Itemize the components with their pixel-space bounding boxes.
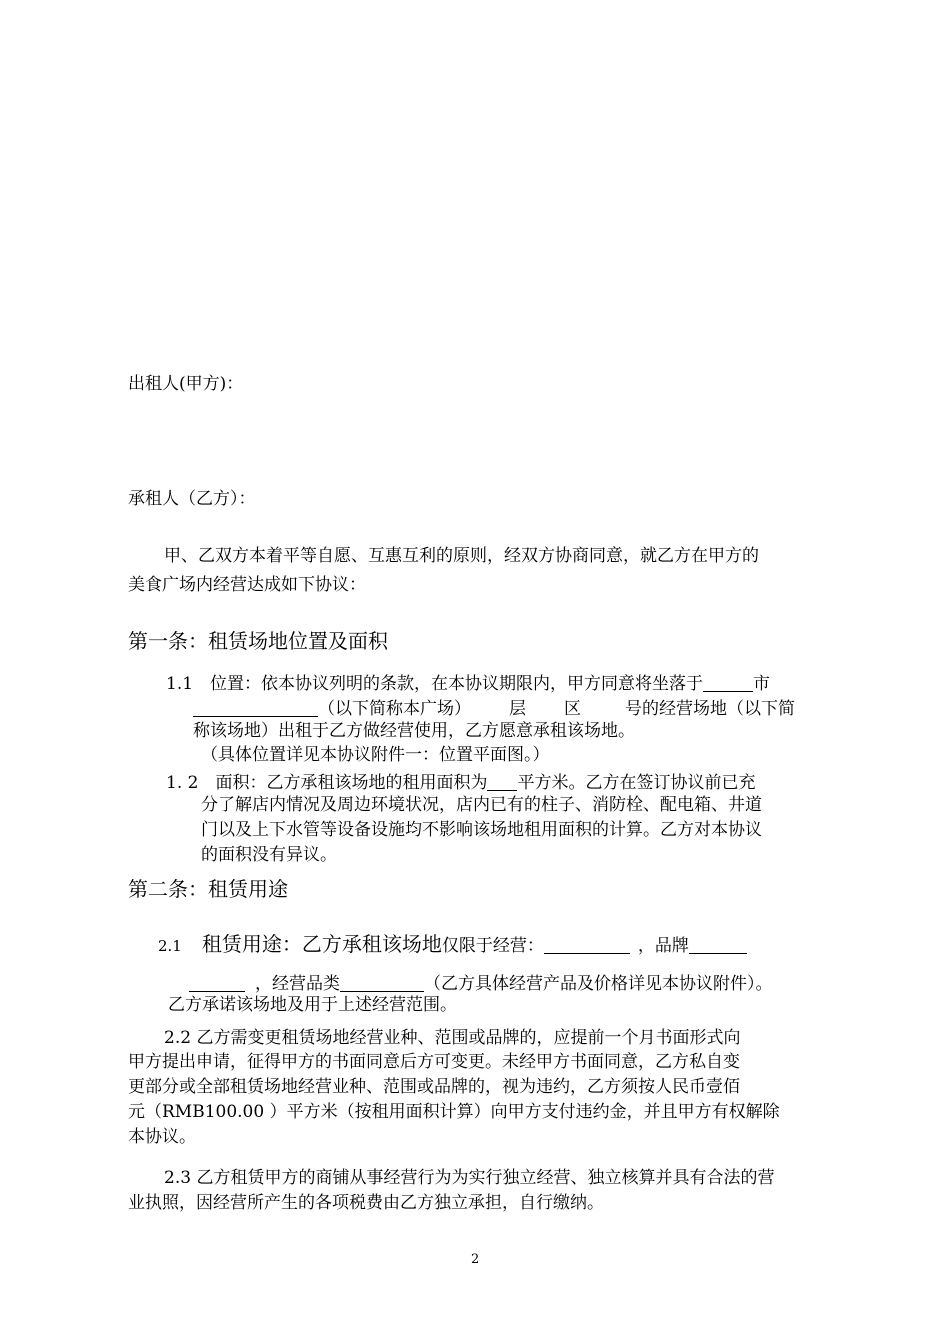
blank-brand[interactable] <box>689 935 747 954</box>
clause-2-1-line-1: 2.1 租赁用途：乙方承租该场地仅限于经营： ，品牌 <box>158 934 747 955</box>
blank-brand-cont[interactable] <box>189 973 245 992</box>
blank-area[interactable] <box>487 772 517 791</box>
clause-2-2-line-4: 元（RMB100.00 ）平方米（按租用面积计算）向甲方支付违约金，并且甲方有权解除 <box>128 1102 780 1122</box>
clause-2-1-line-2: ，经营品类 （乙方具体经营产品及价格详见本协议附件）。 <box>189 973 773 993</box>
lessor-label: 出租人(甲方)： <box>128 374 244 394</box>
clause-1-2-line-4: 的面积没有异议。 <box>201 845 337 865</box>
blank-city[interactable] <box>703 673 753 692</box>
intro-line-1: 甲、乙双方本着平等自愿、互惠互利的原则，经双方协商同意，就乙方在甲方的 <box>164 546 759 566</box>
blank-business[interactable] <box>544 935 630 954</box>
lessee-label: 承租人（乙方）： <box>128 489 256 509</box>
clause-1-1-line-4: （具体位置详见本协议附件一：位置平面图。） <box>201 745 550 765</box>
clause-1-2-line-2: 分了解店内情况及周边环境状况，店内已有的柱子、消防栓、配电箱、井道 <box>201 795 762 815</box>
blank-plaza[interactable] <box>193 698 318 717</box>
article-2-heading: 第二条：租赁用途 <box>128 877 288 901</box>
clause-1-1-line-1: 1.1 位置：依本协议列明的条款，在本协议期限内，甲方同意将坐落于 市 <box>166 674 771 694</box>
clause-1-1-line-2: （以下简称本广场） 层 区 号的经营场地（以下简 <box>193 698 795 718</box>
clause-2-2-line-5: 本协议。 <box>128 1127 196 1147</box>
clause-2-2-line-2: 甲方提出申请，征得甲方的书面同意后方可变更。未经甲方书面同意，乙方私自变 <box>128 1052 740 1072</box>
clause-2-2-line-3: 更部分或全部租赁场地经营业种、范围或品牌的，视为违约，乙方须按人民币壹佰 <box>128 1077 740 1097</box>
clause-2-3-line-2: 业执照，因经营所产生的各项税费由乙方独立承担，自行缴纳。 <box>128 1193 604 1213</box>
clause-2-3-line-1: 2.3 乙方租赁甲方的商铺从事经营行为为实行独立经营、独立核算并具有合法的营 <box>164 1168 775 1188</box>
clause-1-2-line-1: 1. 2 面积：乙方承租该场地的租用面积为 平方米。乙方在签订协议前已充 <box>166 773 756 793</box>
page-number: 2 <box>471 1252 480 1267</box>
clause-2-1-line-3: 乙方承诺该场地及用于上述经营范围。 <box>168 995 457 1015</box>
blank-category[interactable] <box>340 973 424 992</box>
clause-1-2-line-3: 门以及上下水管等设备设施均不影响该场地租用面积的计算。乙方对本协议 <box>201 820 762 840</box>
clause-2-2-line-1: 2.2 乙方需变更租赁场地经营业种、范围或品牌的，应提前一个月书面形式向 <box>164 1028 741 1048</box>
intro-line-2: 美食广场内经营达成如下协议： <box>128 575 366 595</box>
article-1-heading: 第一条：租赁场地位置及面积 <box>128 629 388 653</box>
clause-1-1-line-3: 称该场地）出租于乙方做经营使用，乙方愿意承租该场地。 <box>193 721 635 741</box>
